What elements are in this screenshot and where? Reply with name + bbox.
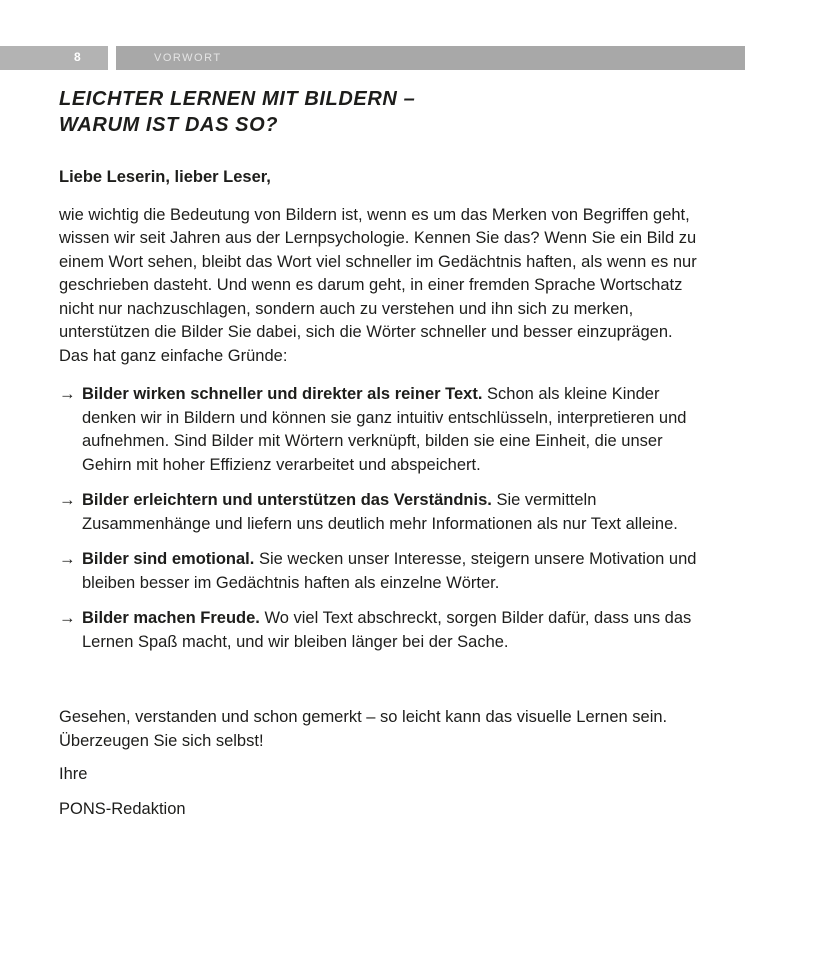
title-line-2: WARUM IST DAS SO?: [59, 114, 279, 136]
bullet-heading: Bilder machen Freude.: [82, 609, 260, 627]
section-bar: [116, 46, 745, 70]
intro-paragraph: wie wichtig die Bedeutung von Bildern ist, wenn es um das Merken von Begriffen geht, wissen wir seit Jahren aus der Lernpsychologie. Kennen Sie das? Wenn Sie ein Bild zu einem Wort sehen, bleibt das Wort viel schneller im Gedächtnis haften, als wenn es nur geschrieben dasteht. Und wenn es darum geht, in einer fremden Sprache Wortschatz nicht nur nachzuschlagen, sondern auch zu verstehen und ihn sich zu merken, unterstützen die Bilder Sie dabei, sich die Wörter schneller und besser einzuprägen. Das hat ganz einfache Gründe:: [59, 205, 697, 365]
signature: PONS-Redaktion: [59, 799, 186, 818]
bullet-heading: Bilder erleichtern und unterstützen das Verständnis.: [82, 491, 492, 509]
list-item: [59, 548, 699, 595]
closing-paragraph: Gesehen, verstanden und schon gemerkt – so leicht kann das visuelle Lernen sein. Überzeugen Sie sich selbst!: [59, 708, 668, 750]
arrow-right-icon: →: [59, 609, 76, 627]
salutation: Liebe Leserin, lieber Leser,: [59, 168, 271, 186]
arrow-right-icon: →: [59, 550, 76, 568]
bullet-text: Schon als kleine Kinder denken wir in Bildern und können sie ganz intuitiv entschlüsseln, interpretieren und aufnehmen. Sind Bilder mit Wörtern verknüpft, bilden sie eine Einheit, die unser Gehirn mit hoher Effizienz verarbeitet und abspeichert.: [82, 385, 687, 474]
bullet-heading: Bilder sind emotional.: [82, 550, 255, 568]
section-label: VORWORT: [154, 52, 222, 64]
bullet-text: Wo viel Text abschreckt, sorgen Bilder dafür, dass uns das Lernen Spaß macht, und wir bleiben länger bei der Sache.: [82, 609, 692, 651]
running-header: [0, 46, 745, 70]
list-item: [59, 489, 699, 536]
title-line-1: LEICHTER LERNEN MIT BILDERN –: [59, 88, 416, 110]
bullet-text: Sie wecken unser Interesse, steigern unsere Motivation und bleiben besser im Gedächtnis haften als einzelne Wörter.: [82, 550, 697, 592]
page-title: [59, 86, 415, 138]
arrow-right-icon: →: [59, 385, 76, 403]
signoff: Ihre: [59, 765, 88, 783]
bullet-heading: Bilder wirken schneller und direkter als reiner Text.: [82, 385, 483, 403]
arrow-right-icon: →: [59, 491, 76, 509]
page-number-box: [0, 46, 108, 70]
bullet-list: [59, 383, 699, 654]
bullet-text: Sie vermitteln Zusammenhänge und liefern uns deutlich mehr Informationen als nur Text alleine.: [82, 491, 678, 533]
list-item: [59, 607, 699, 654]
page-number: 8: [74, 50, 82, 64]
main-content: [59, 166, 699, 821]
list-item: [59, 383, 699, 477]
